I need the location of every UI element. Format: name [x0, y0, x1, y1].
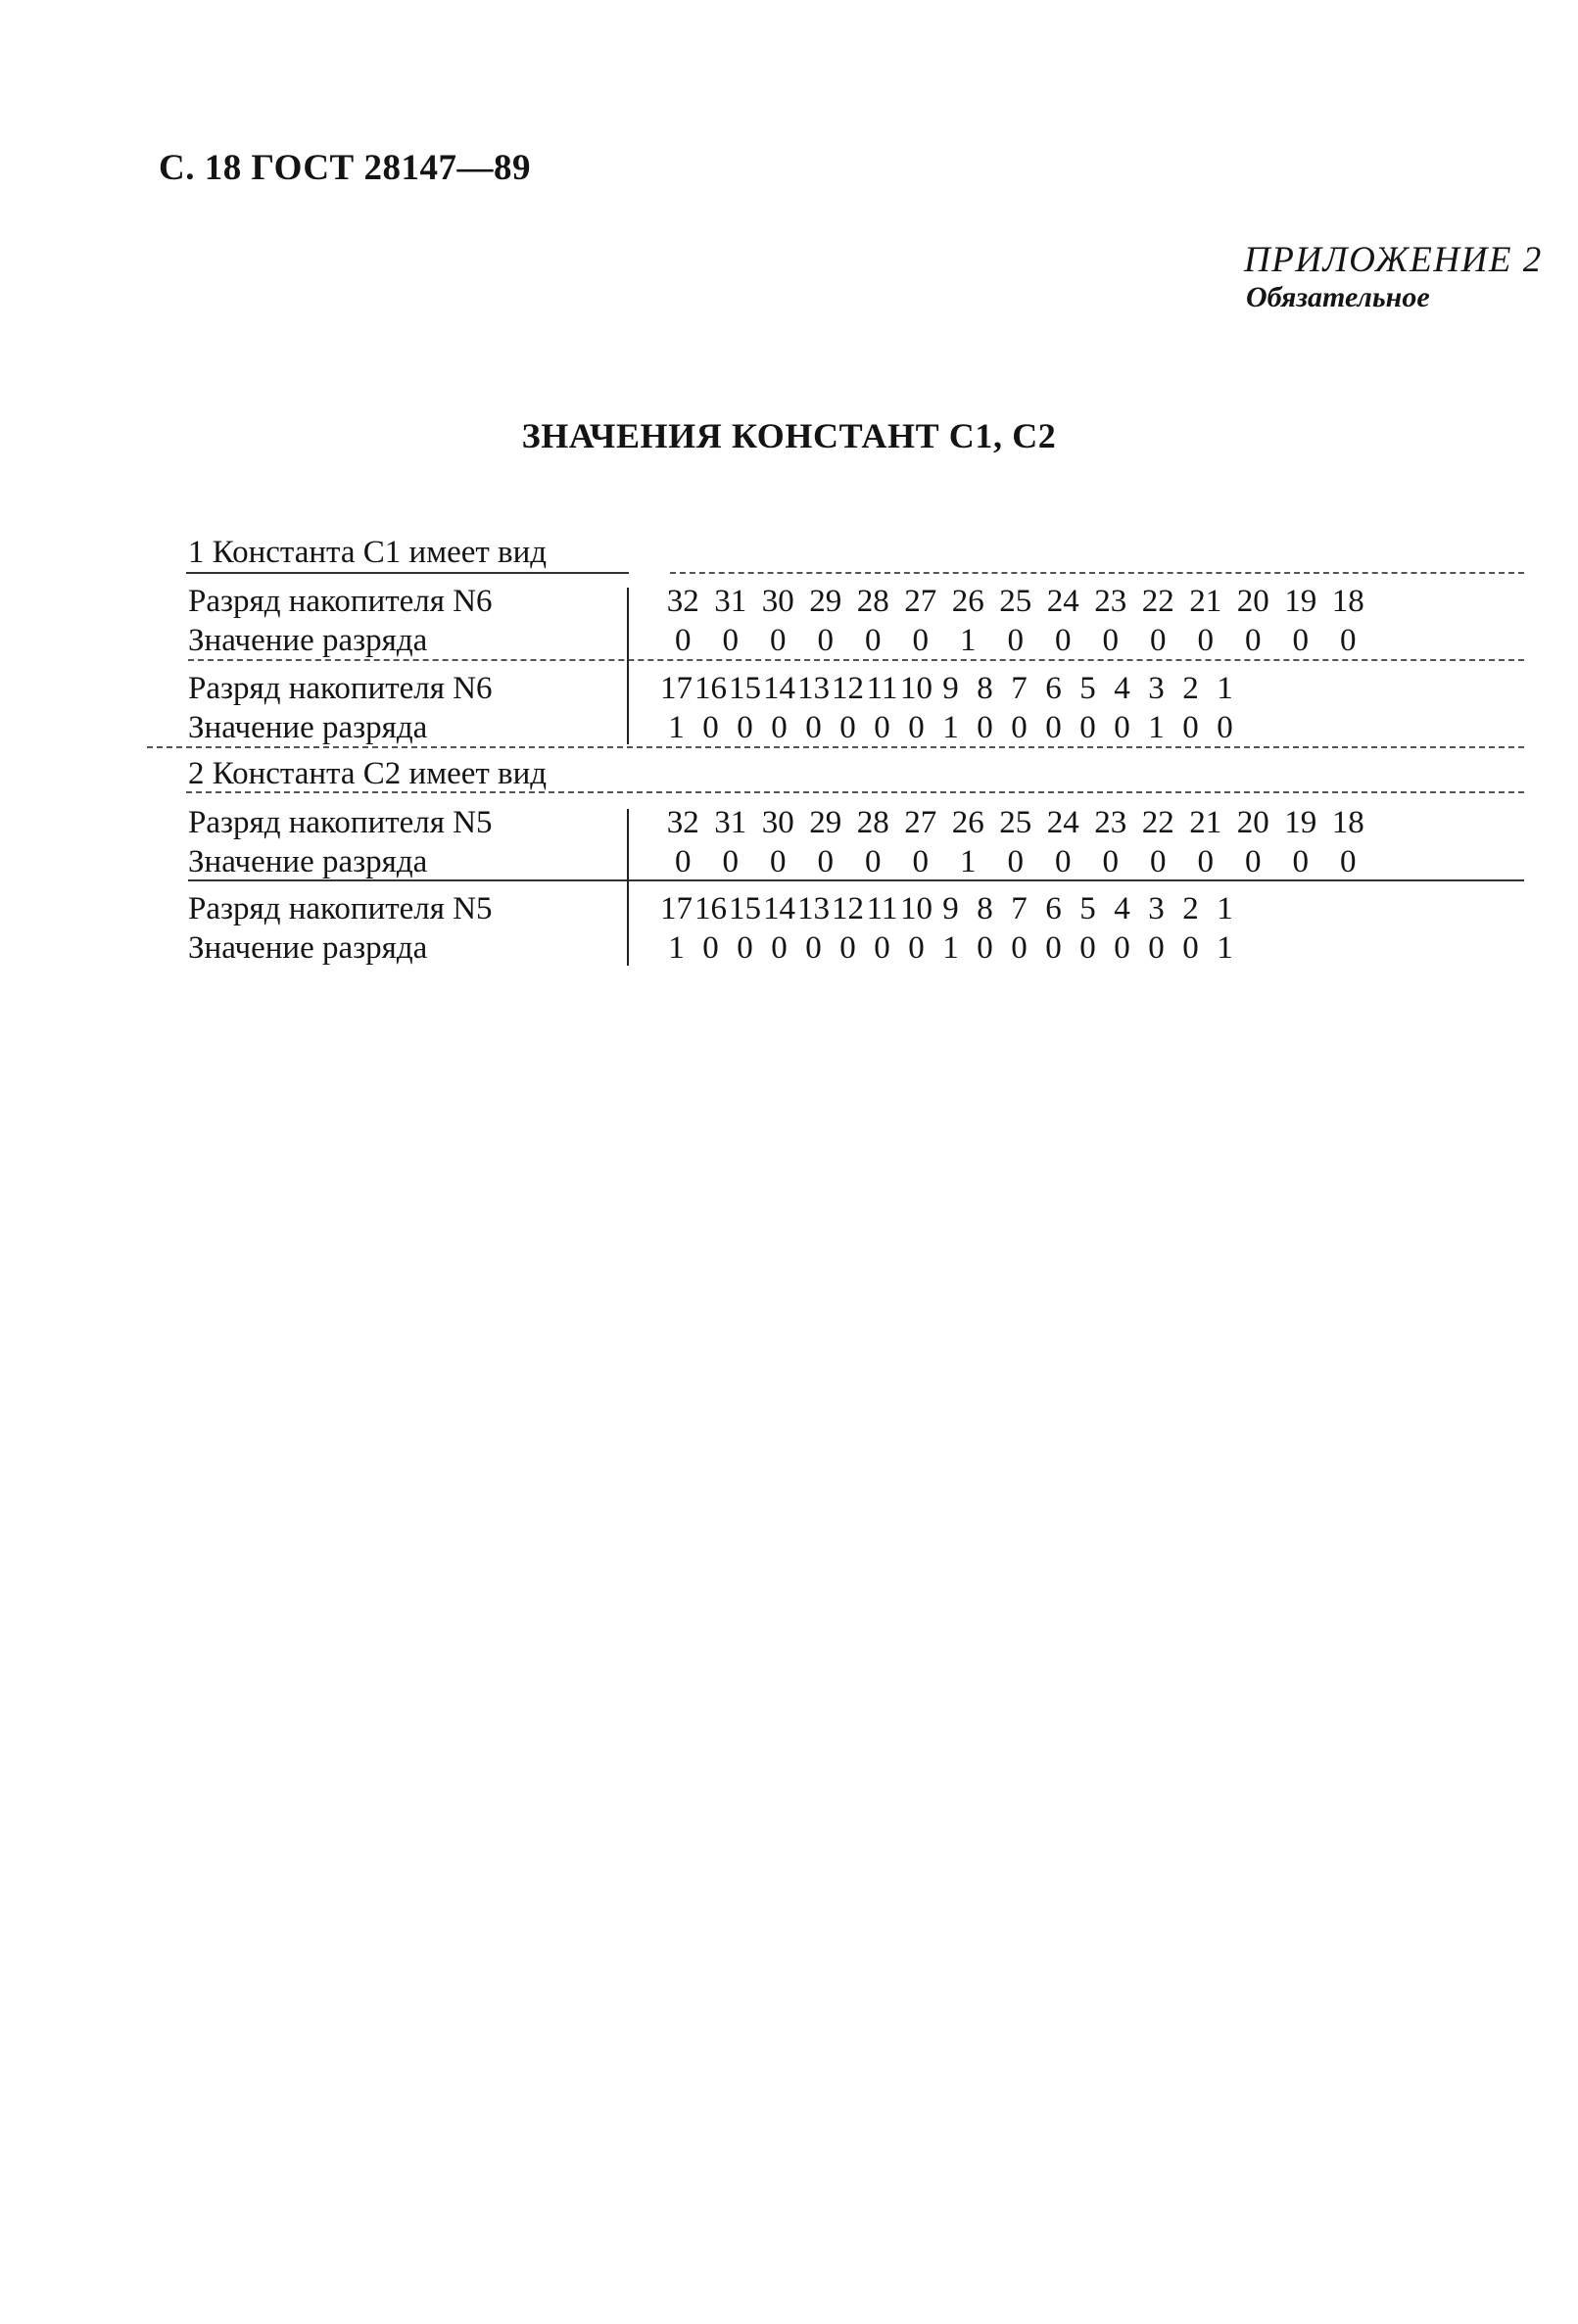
- digit-cell: 27: [904, 805, 937, 840]
- value-row-label: Значение разряда: [188, 844, 428, 879]
- value-cell: 1: [1217, 930, 1233, 966]
- value-cell: 0: [874, 930, 890, 966]
- value-cell: 0: [1340, 623, 1357, 658]
- value-cell: 0: [977, 710, 993, 745]
- value-cell: 0: [771, 710, 788, 745]
- digit-cell: 2: [1182, 671, 1199, 706]
- digit-cell: 10: [900, 671, 932, 706]
- digit-cell: 5: [1079, 671, 1096, 706]
- digit-row-label: Разряд накопителя N5: [188, 805, 493, 840]
- digit-cell: 8: [977, 891, 993, 926]
- digit-cell: 19: [1284, 584, 1317, 619]
- value-cell: 0: [1055, 844, 1072, 879]
- digit-cell: 1: [1217, 891, 1233, 926]
- value-cell: 0: [805, 710, 822, 745]
- digit-cell: 21: [1189, 805, 1222, 840]
- value-cell: 0: [865, 844, 882, 879]
- value-cell: 0: [1055, 623, 1072, 658]
- value-cell: 0: [865, 623, 882, 658]
- value-cell: 0: [1007, 623, 1024, 658]
- digit-cell: 11: [866, 671, 898, 706]
- digit-cell: 31: [714, 805, 747, 840]
- value-cell: 0: [1245, 623, 1262, 658]
- value-cell: 0: [1245, 844, 1262, 879]
- digit-cell: 10: [900, 891, 932, 926]
- digit-cell: 32: [666, 805, 699, 840]
- digit-cell: 19: [1284, 805, 1317, 840]
- digit-cell: 23: [1094, 584, 1127, 619]
- digit-row: [659, 891, 1242, 927]
- value-cell: 0: [874, 710, 890, 745]
- digit-cell: 1: [1217, 671, 1233, 706]
- value-cell: 0: [675, 844, 692, 879]
- digit-cell: 28: [856, 584, 889, 619]
- digit-cell: 26: [951, 584, 984, 619]
- value-cell: 0: [912, 844, 929, 879]
- value-cell: 1: [960, 623, 977, 658]
- value-cell: 1: [668, 930, 685, 966]
- constant-c1-caption: 1 Константа С1 имеет вид: [188, 535, 548, 570]
- value-cell: 0: [908, 930, 925, 966]
- value-cell: 0: [702, 930, 719, 966]
- digit-cell: 7: [1011, 671, 1028, 706]
- digit-cell: 2: [1182, 891, 1199, 926]
- value-cell: 0: [737, 930, 753, 966]
- digit-cell: 5: [1079, 891, 1096, 926]
- digit-cell: 14: [763, 671, 795, 706]
- value-cell: 0: [1045, 710, 1062, 745]
- digit-row: [659, 671, 1242, 707]
- section-title: ЗНАЧЕНИЯ КОНСТАНТ С1, С2: [521, 416, 1057, 455]
- value-cell: 1: [942, 710, 959, 745]
- value-row: [659, 623, 1372, 659]
- digit-cell: 30: [761, 805, 794, 840]
- value-row: [659, 844, 1372, 880]
- digit-cell: 21: [1189, 584, 1222, 619]
- digit-cell: 20: [1236, 584, 1269, 619]
- digit-cell: 15: [729, 891, 761, 926]
- value-cell: 0: [1217, 710, 1233, 745]
- value-cell: 0: [912, 623, 929, 658]
- digit-cell: 32: [666, 584, 699, 619]
- value-cell: 0: [908, 710, 925, 745]
- column-separator: [627, 809, 629, 966]
- value-cell: 0: [839, 710, 856, 745]
- value-row: [659, 930, 1242, 967]
- digit-cell: 12: [832, 891, 864, 926]
- value-cell: 1: [1148, 710, 1165, 745]
- digit-cell: 25: [999, 805, 1032, 840]
- dashed-rule: [670, 572, 1524, 574]
- digit-row-label: Разряд накопителя N6: [188, 584, 493, 619]
- digit-cell: 17: [660, 891, 693, 926]
- digit-cell: 24: [1046, 805, 1079, 840]
- value-cell: 0: [1079, 710, 1096, 745]
- value-cell: 0: [702, 710, 719, 745]
- value-cell: 0: [1045, 930, 1062, 966]
- block-separator: [147, 746, 1524, 748]
- value-cell: 0: [1102, 623, 1119, 658]
- digit-cell: 22: [1141, 584, 1174, 619]
- digit-cell: 6: [1045, 891, 1062, 926]
- digit-cell: 9: [942, 891, 959, 926]
- digit-cell: 29: [809, 584, 842, 619]
- appendix-status: Обязательное: [1246, 281, 1430, 313]
- value-cell: 0: [817, 623, 834, 658]
- value-cell: 0: [770, 844, 787, 879]
- digit-cell: 22: [1141, 805, 1174, 840]
- column-separator: [627, 588, 629, 744]
- block-separator: [188, 659, 1524, 661]
- value-cell: 0: [770, 623, 787, 658]
- digit-cell: 20: [1236, 805, 1269, 840]
- value-cell: 0: [1011, 710, 1028, 745]
- digit-cell: 26: [951, 805, 984, 840]
- digit-row-label: Разряд накопителя N5: [188, 891, 493, 926]
- appendix-label: ПРИЛОЖЕНИЕ 2: [1244, 240, 1543, 280]
- digit-cell: 18: [1331, 805, 1364, 840]
- digit-cell: 29: [809, 805, 842, 840]
- value-cell: 0: [771, 930, 788, 966]
- value-row: [659, 710, 1242, 746]
- digit-cell: 15: [729, 671, 761, 706]
- digit-cell: 24: [1046, 584, 1079, 619]
- value-cell: 0: [1292, 623, 1309, 658]
- digit-cell: 13: [797, 891, 830, 926]
- value-cell: 0: [675, 623, 692, 658]
- value-cell: 1: [668, 710, 685, 745]
- digit-cell: 7: [1011, 891, 1028, 926]
- value-cell: 0: [1007, 844, 1024, 879]
- value-cell: 0: [1150, 623, 1167, 658]
- value-row-label: Значение разряда: [188, 710, 428, 745]
- digit-cell: 3: [1148, 891, 1165, 926]
- value-cell: 0: [805, 930, 822, 966]
- value-cell: 0: [1182, 710, 1199, 745]
- digit-cell: 6: [1045, 671, 1062, 706]
- digit-cell: 9: [942, 671, 959, 706]
- value-cell: 0: [1340, 844, 1357, 879]
- value-cell: 0: [839, 930, 856, 966]
- caption-underline: [186, 572, 629, 574]
- value-cell: 0: [1292, 844, 1309, 879]
- page-header: С. 18 ГОСТ 28147—89: [159, 148, 531, 188]
- digit-cell: 8: [977, 671, 993, 706]
- digit-cell: 28: [856, 805, 889, 840]
- value-cell: 0: [817, 844, 834, 879]
- value-cell: 0: [722, 623, 739, 658]
- digit-cell: 11: [866, 891, 898, 926]
- digit-cell: 31: [714, 584, 747, 619]
- value-row-label: Значение разряда: [188, 930, 428, 966]
- digit-cell: 30: [761, 584, 794, 619]
- digit-cell: 25: [999, 584, 1032, 619]
- digit-row: [659, 805, 1372, 841]
- digit-cell: 17: [660, 671, 693, 706]
- digit-row-label: Разряд накопителя N6: [188, 671, 493, 706]
- value-cell: 0: [1114, 930, 1130, 966]
- digit-cell: 18: [1331, 584, 1364, 619]
- digit-row: [659, 584, 1372, 620]
- value-cell: 0: [1197, 623, 1214, 658]
- digit-cell: 27: [904, 584, 937, 619]
- digit-cell: 4: [1114, 891, 1130, 926]
- value-cell: 0: [1102, 844, 1119, 879]
- digit-cell: 14: [763, 891, 795, 926]
- value-cell: 1: [960, 844, 977, 879]
- value-cell: 0: [737, 710, 753, 745]
- digit-cell: 12: [832, 671, 864, 706]
- value-cell: 0: [1011, 930, 1028, 966]
- value-cell: 0: [1182, 930, 1199, 966]
- digit-cell: 16: [694, 671, 727, 706]
- constant-c2-caption: 2 Константа С2 имеет вид: [188, 756, 548, 791]
- dashed-rule: [186, 791, 1524, 793]
- value-cell: 0: [1079, 930, 1096, 966]
- value-cell: 0: [722, 844, 739, 879]
- value-cell: 0: [1114, 710, 1130, 745]
- value-cell: 0: [1197, 844, 1214, 879]
- digit-cell: 16: [694, 891, 727, 926]
- digit-cell: 23: [1094, 805, 1127, 840]
- block-separator: [188, 879, 1524, 881]
- digit-cell: 3: [1148, 671, 1165, 706]
- value-cell: 0: [1150, 844, 1167, 879]
- value-cell: 0: [1148, 930, 1165, 966]
- digit-cell: 13: [797, 671, 830, 706]
- value-cell: 0: [977, 930, 993, 966]
- value-cell: 1: [942, 930, 959, 966]
- value-row-label: Значение разряда: [188, 623, 428, 658]
- digit-cell: 4: [1114, 671, 1130, 706]
